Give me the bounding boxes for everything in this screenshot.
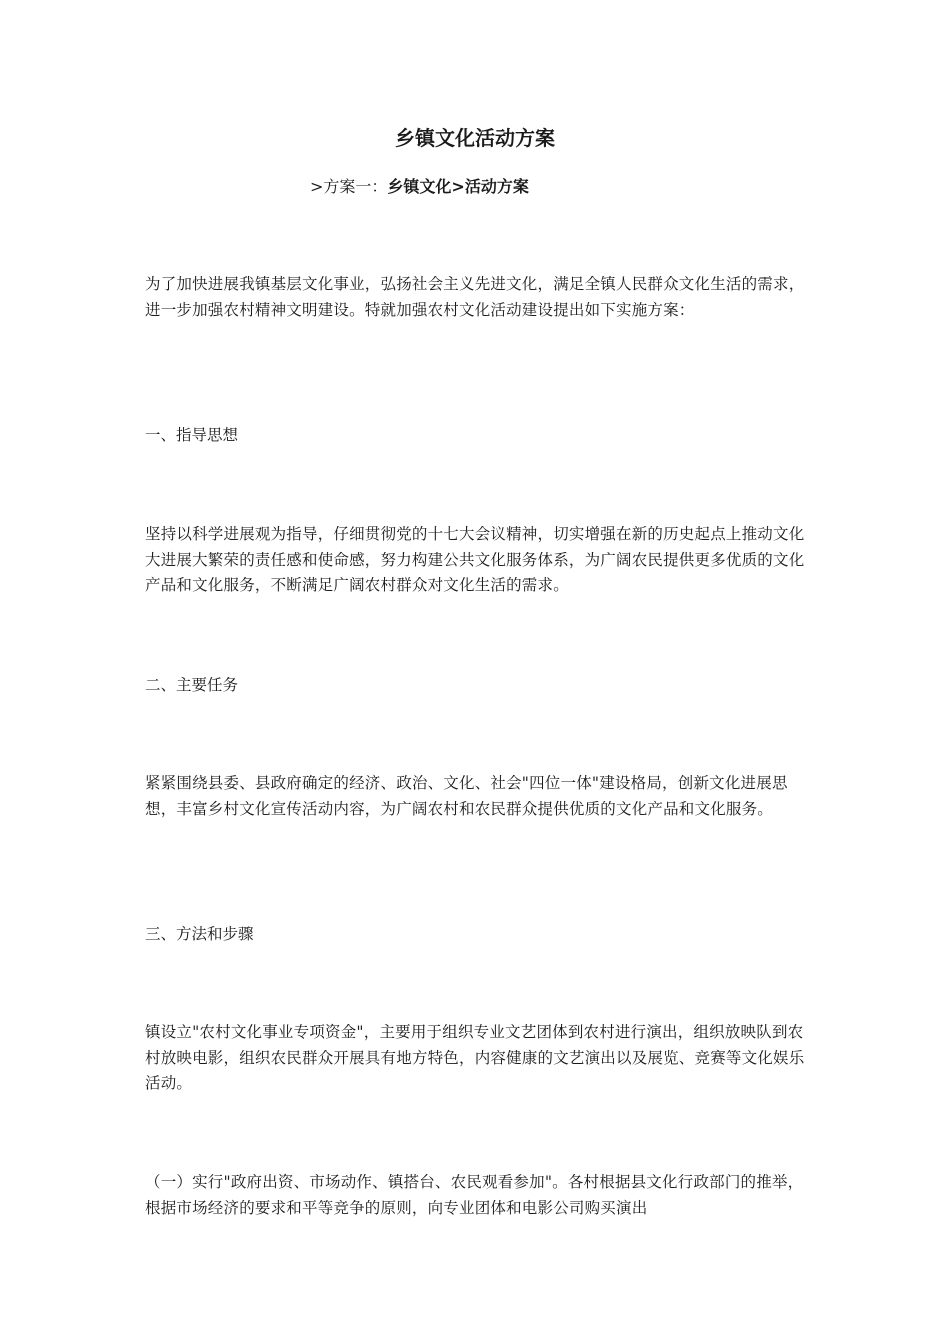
subtitle-main: 乡镇文化>活动方案 bbox=[387, 177, 529, 196]
section-body-methods-steps: 镇设立"农村文化事业专项资金"，主要用于组织专业文艺团体到农村进行演出，组织放映队到农村放映电影，组织农民群众开展具有地方特色，内容健康的文艺演出以及展览、竞赛等文化娱乐活动。 bbox=[145, 1023, 805, 1092]
section-item-one: （一）实行"政府出资、市场动作、镇搭台、农民观看参加"。各村根据县文化行政部门的推举，根据市场经济的要求和平等竞争的原则，向专业团体和电影公司购买演出 bbox=[145, 1173, 804, 1217]
intro-paragraph: 为了加快进展我镇基层文化事业，弘扬社会主义先进文化，满足全镇人民群众文化生活的需求，进一步加强农村精神文明建设。特就加强农村文化活动建设提出如下实施方案： bbox=[145, 275, 805, 319]
section-heading-main-tasks: 二、主要任务 bbox=[145, 676, 239, 694]
subtitle-prefix: >方案一： bbox=[310, 177, 388, 196]
section-body-main-tasks: 紧紧围绕县委、县政府确定的经济、政治、文化、社会"四位一体"建设格局，创新文化进展思想，丰富乡村文化宣传活动内容，为广阔农村和农民群众提供优质的文化产品和文化服务。 bbox=[145, 774, 788, 818]
section-heading-methods-steps: 三、方法和步骤 bbox=[145, 925, 254, 943]
section-body-guiding-ideology: 坚持以科学进展观为指导，仔细贯彻党的十七大会议精神，切实增强在新的历史起点上推动文化大进展大繁荣的责任感和使命感，努力构建公共文化服务体系，为广阔农民提供更多优质的文化产品和文化服务，不断满足广阔农村群众对文化生活的需求。 bbox=[145, 525, 805, 594]
section-heading-guiding-ideology: 一、指导思想 bbox=[145, 426, 239, 444]
document-subtitle bbox=[310, 175, 529, 199]
document-title: 乡镇文化活动方案 bbox=[395, 126, 555, 150]
